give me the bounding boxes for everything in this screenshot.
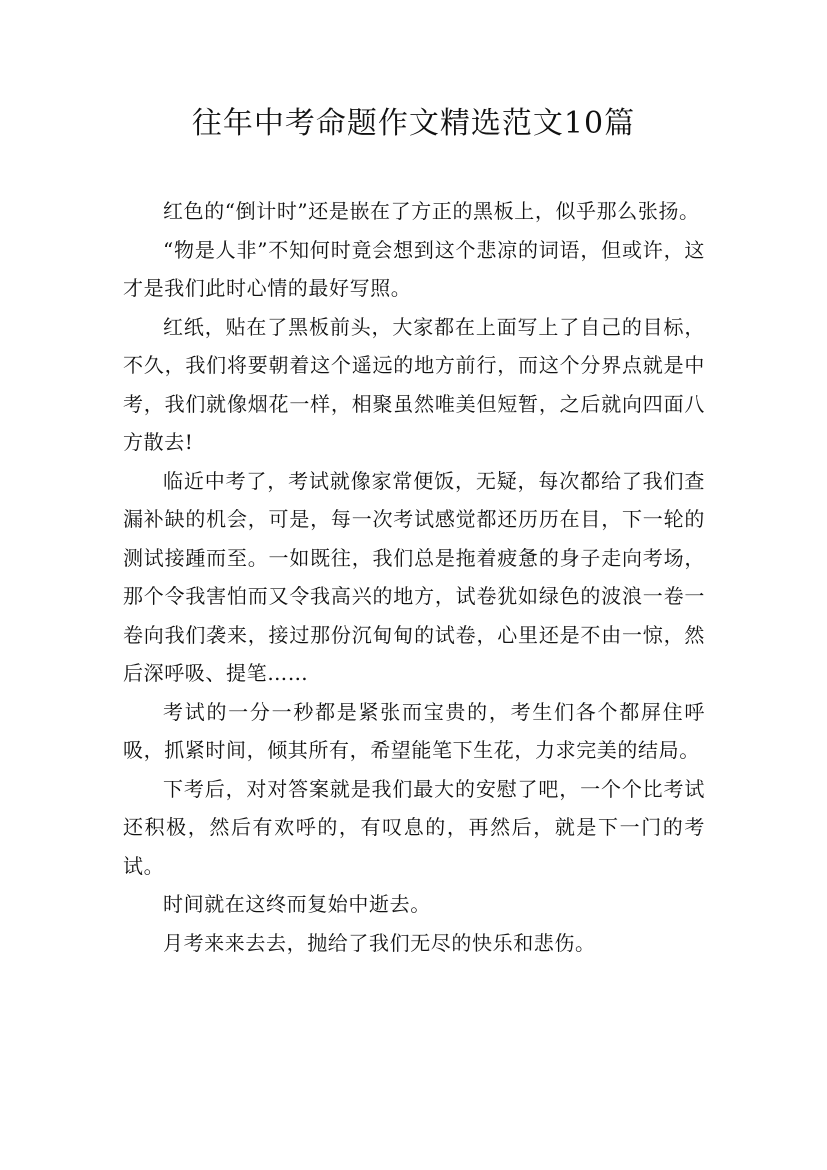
paragraph-5: 考试的一分一秒都是紧张而宝贵的，考生们各个都屏住呼吸，抓紧时间，倾其所有，希望能笔下生花，力求完美的结局。 bbox=[123, 699, 705, 762]
paragraph-7: 时间就在这终而复始中逝去。 bbox=[163, 892, 431, 916]
paragraph-8: 月考来来去去，抛给了我们无尽的快乐和悲伤。 bbox=[163, 930, 596, 955]
paragraph-1: 红色的“倒计时”还是嵌在了方正的黑板上，似乎那么张扬。 bbox=[163, 199, 700, 223]
document-title: 往年中考命题作文精选范文10篇 bbox=[191, 106, 636, 141]
paragraph-6: 下考后，对对答案就是我们最大的安慰了吧，一个个比考试还积极，然后有欢呼的，有叹息的，再然后，就是下一门的考试。 bbox=[123, 776, 705, 878]
paragraph-4: 临近中考了，考试就像家常便饭，无疑，每次都给了我们查漏补缺的机会，可是，每一次考试感觉都还历历在目，下一轮的测试接踵而至。一如既往，我们总是拖着疲惫的身子走向考场，那个令我害怕而又令我高兴的地方，试卷犹如绿色的波浪一卷一卷向我们袭来，接过那份沉甸甸的试卷，心里还是不由一惊，然后深呼吸、提笔…… bbox=[123, 468, 705, 685]
document-body bbox=[123, 192, 705, 962]
paragraph-2: “物是人非”不知何时竟会想到这个悲凉的词语，但或许，这才是我们此时心情的最好写照。 bbox=[123, 237, 705, 300]
paragraph-3: 红纸，贴在了黑板前头，大家都在上面写上了自己的目标，不久，我们将要朝着这个遥远的地方前行，而这个分界点就是中考，我们就像烟花一样，相聚虽然唯美但短暂，之后就向四面八方散去! bbox=[123, 314, 705, 454]
